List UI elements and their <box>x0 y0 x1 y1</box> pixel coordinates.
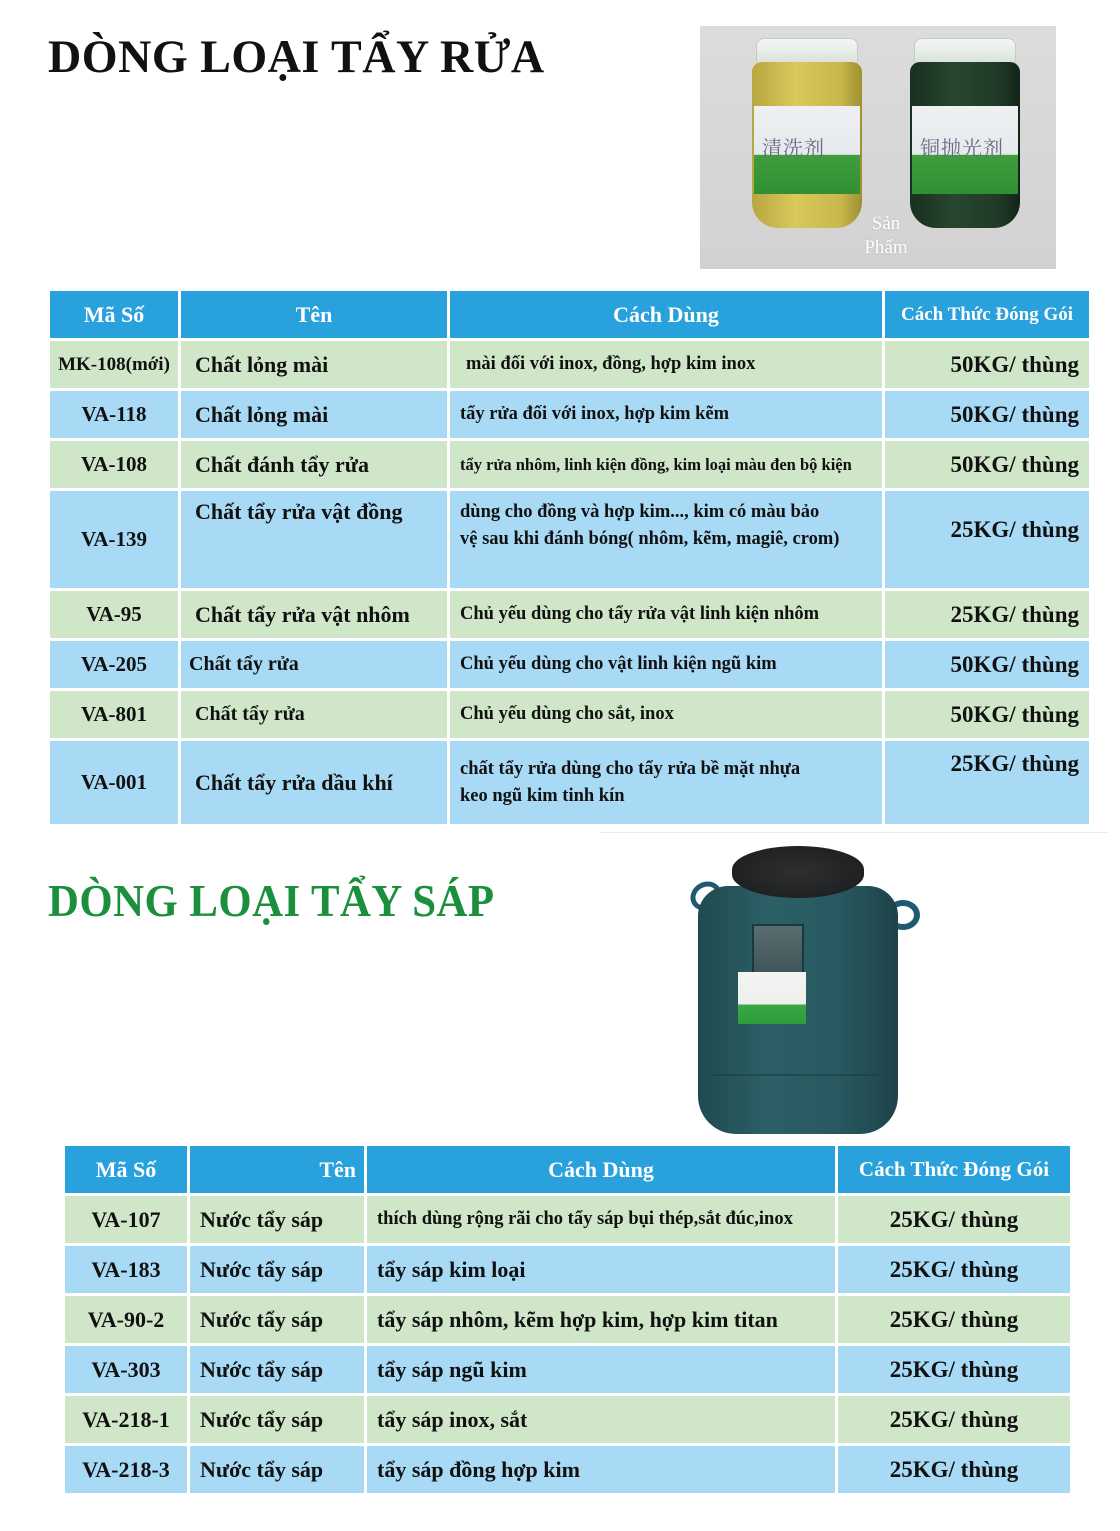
header-packaging: Cách Thức Đóng Gói <box>838 1146 1070 1193</box>
table-row <box>65 1446 1070 1493</box>
product-name: Chất tẩy rửa dầu khí <box>181 741 447 824</box>
product-packaging: 50KG/ thùng <box>885 691 1089 738</box>
product-code: VA-90-2 <box>65 1296 187 1343</box>
yellow-jar-image <box>752 38 862 228</box>
table-row <box>65 1196 1070 1243</box>
product-code: VA-108 <box>50 441 178 488</box>
product-code: VA-001 <box>50 741 178 824</box>
product-usage: thích dùng rộng rãi cho tẩy sáp bụi thép,sắt đúc,inox <box>367 1196 835 1243</box>
product-usage: dùng cho đồng và hợp kim..., kim có màu bảo vệ sau khi đánh bóng( nhôm, kẽm, magiê, crom) <box>450 491 882 588</box>
section-title-wax-removal: DÒNG LOẠI TẨY SÁP <box>48 875 495 926</box>
table-row <box>50 741 1089 824</box>
header-packaging: Cách Thức Đóng Gói <box>885 291 1089 338</box>
header-usage: Cách Dùng <box>450 291 882 338</box>
product-photo-drum <box>690 842 930 1138</box>
wax-removal-products-table <box>62 1143 1073 1496</box>
product-usage: tẩy sáp đồng hợp kim <box>367 1446 835 1493</box>
product-usage: tẩy rửa nhôm, linh kiện đồng, kim loại màu đen bộ kiện <box>450 441 882 488</box>
product-usage: tẩy rửa đối với inox, hợp kim kẽm <box>450 391 882 438</box>
product-packaging: 50KG/ thùng <box>885 641 1089 688</box>
product-usage: mài đối với inox, đồng, hợp kim inox <box>450 341 882 388</box>
table-row <box>50 341 1089 388</box>
table-row <box>65 1296 1070 1343</box>
product-code: VA-205 <box>50 641 178 688</box>
product-code: VA-218-3 <box>65 1446 187 1493</box>
product-code: VA-303 <box>65 1346 187 1393</box>
product-usage: tẩy sáp kim loại <box>367 1246 835 1293</box>
product-name: Nước tẩy sáp <box>190 1296 364 1343</box>
product-usage: Chủ yếu dùng cho sắt, inox <box>450 691 882 738</box>
table-row <box>65 1246 1070 1293</box>
product-packaging: 25KG/ thùng <box>838 1396 1070 1443</box>
table-row <box>65 1396 1070 1443</box>
product-packaging: 50KG/ thùng <box>885 391 1089 438</box>
product-name: Nước tẩy sáp <box>190 1196 364 1243</box>
product-name: Chất lỏng mài <box>181 341 447 388</box>
header-usage: Cách Dùng <box>367 1146 835 1193</box>
header-code: Mã Số <box>50 291 178 338</box>
product-usage: Chủ yếu dùng cho vật linh kiện ngũ kim <box>450 641 882 688</box>
table-row <box>50 491 1089 588</box>
product-code: VA-139 <box>50 491 178 588</box>
product-name: Nước tẩy sáp <box>190 1246 364 1293</box>
product-code: VA-107 <box>65 1196 187 1243</box>
photo-caption: Sản Phẩm <box>864 213 908 258</box>
product-packaging: 25KG/ thùng <box>885 591 1089 638</box>
product-usage: tẩy sáp nhôm, kẽm hợp kim, hợp kim titan <box>367 1296 835 1343</box>
product-packaging: 25KG/ thùng <box>885 741 1089 824</box>
product-packaging: 25KG/ thùng <box>838 1446 1070 1493</box>
product-packaging: 25KG/ thùng <box>838 1196 1070 1243</box>
header-name: Tên <box>190 1146 364 1193</box>
table-row <box>50 441 1089 488</box>
drum-label <box>738 972 806 1024</box>
product-name: Chất tẩy rửa <box>181 641 447 688</box>
table-row <box>65 1346 1070 1393</box>
product-usage: tẩy sáp ngũ kim <box>367 1346 835 1393</box>
product-packaging: 25KG/ thùng <box>838 1296 1070 1343</box>
header-code: Mã Số <box>65 1146 187 1193</box>
product-name: Chất tẩy rửa vật nhôm <box>181 591 447 638</box>
section-title-cleaning: DÒNG LOẠI TẨY RỬA <box>48 31 545 83</box>
table-row <box>50 391 1089 438</box>
product-code: VA-218-1 <box>65 1396 187 1443</box>
product-name: Chất đánh tẩy rửa <box>181 441 447 488</box>
table-header-row <box>50 291 1089 338</box>
product-name: Chất lỏng mài <box>181 391 447 438</box>
product-packaging: 25KG/ thùng <box>838 1246 1070 1293</box>
product-packaging: 50KG/ thùng <box>885 441 1089 488</box>
product-packaging: 50KG/ thùng <box>885 341 1089 388</box>
product-name: Chất tẩy rửa <box>181 691 447 738</box>
table-header-row <box>65 1146 1070 1193</box>
product-usage: Chủ yếu dùng cho tẩy rửa vật linh kiện nhôm <box>450 591 882 638</box>
product-packaging: 25KG/ thùng <box>838 1346 1070 1393</box>
product-code: MK-108(mới) <box>50 341 178 388</box>
product-packaging: 25KG/ thùng <box>885 491 1089 588</box>
jar-label-text: 铜抛光剂 <box>920 136 1004 160</box>
product-usage: tẩy sáp inox, sắt <box>367 1396 835 1443</box>
table-row <box>50 591 1089 638</box>
dark-jar-image <box>910 38 1020 228</box>
product-name: Chất tẩy rửa vật đồng <box>181 491 447 588</box>
product-code: VA-95 <box>50 591 178 638</box>
product-code: VA-801 <box>50 691 178 738</box>
divider <box>600 832 1108 833</box>
product-name: Nước tẩy sáp <box>190 1346 364 1393</box>
product-usage: chất tẩy rửa dùng cho tẩy rửa bề mặt nhựa keo ngũ kim tinh kín <box>450 741 882 824</box>
product-code: VA-118 <box>50 391 178 438</box>
cleaning-products-table <box>47 288 1092 827</box>
header-name: Tên <box>181 291 447 338</box>
product-photo-jars <box>700 26 1056 269</box>
table-row <box>50 641 1089 688</box>
jar-label-text: 清洗剂 <box>762 136 825 160</box>
product-code: VA-183 <box>65 1246 187 1293</box>
product-name: Nước tẩy sáp <box>190 1446 364 1493</box>
product-name: Nước tẩy sáp <box>190 1396 364 1443</box>
table-row <box>50 691 1089 738</box>
